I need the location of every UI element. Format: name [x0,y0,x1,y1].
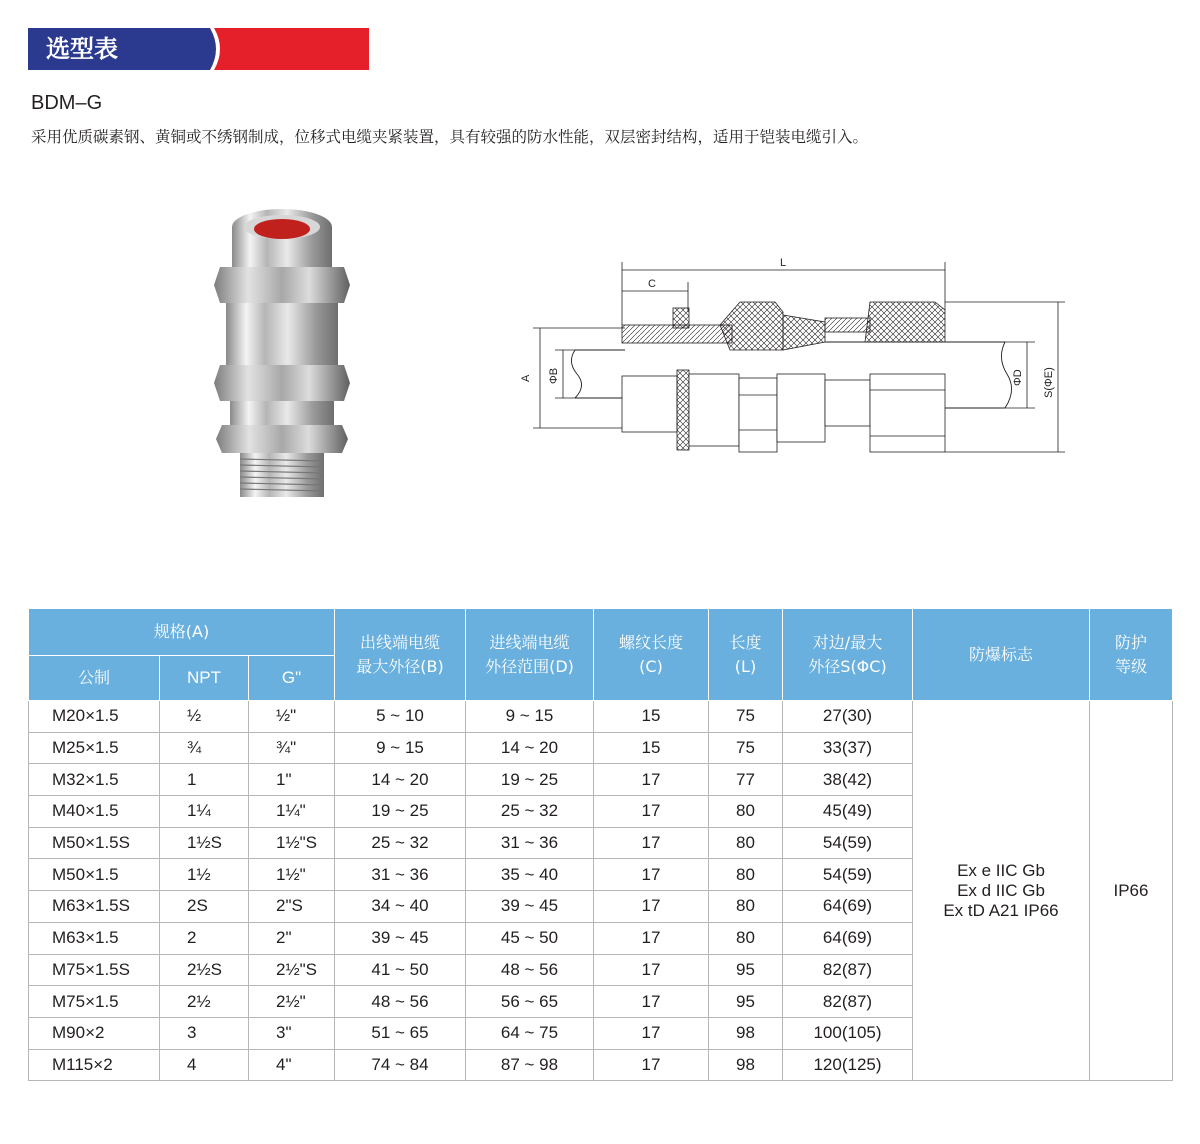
ex-marking-line: Ex d IIC Gb [957,880,1045,900]
cell-metric: M75×1.5S [29,954,160,986]
cell-npt: 1½S [160,827,249,859]
cell-npt: 1¼ [160,796,249,828]
cell-c: 17 [594,1017,709,1049]
cell-s: 82(87) [783,986,913,1018]
cell-c: 15 [594,732,709,764]
cell-c: 15 [594,701,709,733]
product-photo [210,205,355,505]
ex-marking-line: Ex tD A21 IP66 [943,900,1059,920]
section-banner [28,28,369,70]
cell-metric: M90×2 [29,1017,160,1049]
cell-s: 82(87) [783,954,913,986]
cell-c: 17 [594,986,709,1018]
dim-label-l: L [780,257,787,269]
header-ip-rating-line2: 等级 [1114,656,1147,676]
cell-d: 87 ~ 98 [466,1049,594,1081]
header-thread-length-line1: 螺纹长度 [618,632,683,652]
cell-npt: 2S [160,891,249,923]
cell-b: 31 ~ 36 [335,859,466,891]
technical-drawing [515,250,1075,465]
cell-d: 25 ~ 32 [466,796,594,828]
cell-c: 17 [594,891,709,923]
cell-npt: 3 [160,1017,249,1049]
dim-label-s: S(ΦE) [1043,367,1055,398]
cell-l: 80 [709,922,783,954]
cell-g: ¾" [249,732,335,764]
dim-label-d: ΦD [1012,369,1024,386]
cell-npt: 1½ [160,859,249,891]
cell-s: 33(37) [783,732,913,764]
cell-c: 17 [594,859,709,891]
cell-s: 54(59) [783,827,913,859]
cell-d: 64 ~ 75 [466,1017,594,1049]
cell-b: 19 ~ 25 [335,796,466,828]
header-ip-rating [1090,609,1173,701]
header-across-flats-line1: 对边/最大 [812,632,883,652]
header-inlet-cable [466,609,594,701]
cell-l: 80 [709,859,783,891]
cell-g: 2½" [249,986,335,1018]
cell-l: 98 [709,1017,783,1049]
cell-npt: ½ [160,701,249,733]
header-across-flats [783,609,913,701]
cell-b: 74 ~ 84 [335,1049,466,1081]
header-metric: 公制 [29,656,160,701]
cell-l: 75 [709,701,783,733]
cell-ip-rating: IP66 [1090,701,1173,1081]
header-thread-length-line2: (C) [639,656,663,676]
product-description: 采用优质碳素钢、黄铜或不绣钢制成，位移式电缆夹紧装置，具有较强的防水性能，双层密封结构，适用于铠装电缆引入。 [31,128,869,146]
cell-d: 39 ~ 45 [466,891,594,923]
header-outlet-cable-line1: 出线端电缆 [359,632,440,652]
cell-l: 80 [709,891,783,923]
cell-metric: M63×1.5S [29,891,160,923]
cell-metric: M115×2 [29,1049,160,1081]
cell-d: 45 ~ 50 [466,922,594,954]
cell-s: 45(49) [783,796,913,828]
cell-l: 95 [709,954,783,986]
header-ex-marking: 防爆标志 [913,609,1090,701]
cell-metric: M63×1.5 [29,922,160,954]
header-outlet-cable [335,609,466,701]
cell-d: 48 ~ 56 [466,954,594,986]
cell-c: 17 [594,954,709,986]
header-outlet-cable-line2: 最大外径(B) [356,656,444,676]
cell-g: 4" [249,1049,335,1081]
cell-s: 27(30) [783,701,913,733]
product-model: BDM–G [31,92,103,114]
cell-c: 17 [594,796,709,828]
header-npt: NPT [160,656,249,701]
cell-npt: 1 [160,764,249,796]
cell-s: 38(42) [783,764,913,796]
dim-label-b: ΦB [548,367,560,384]
cell-s: 120(125) [783,1049,913,1081]
header-inlet-cable-line1: 进线端电缆 [489,632,570,652]
cell-b: 9 ~ 15 [335,732,466,764]
cell-l: 98 [709,1049,783,1081]
header-spec-group: 规格(A) [29,609,335,656]
dim-label-a: A [520,374,532,382]
cell-d: 31 ~ 36 [466,827,594,859]
cell-g: 2"S [249,891,335,923]
cell-d: 19 ~ 25 [466,764,594,796]
cell-metric: M50×1.5 [29,859,160,891]
cell-npt: 2½S [160,954,249,986]
header-length-line2: (L) [734,656,757,676]
cell-b: 14 ~ 20 [335,764,466,796]
cell-c: 17 [594,1049,709,1081]
cell-l: 80 [709,796,783,828]
cell-s: 64(69) [783,891,913,923]
cell-l: 75 [709,732,783,764]
cell-metric: M25×1.5 [29,732,160,764]
cell-metric: M20×1.5 [29,701,160,733]
cell-b: 41 ~ 50 [335,954,466,986]
cell-l: 95 [709,986,783,1018]
cell-b: 51 ~ 65 [335,1017,466,1049]
cell-g: 1¼" [249,796,335,828]
header-length-line1: 长度 [729,632,762,652]
cell-c: 17 [594,827,709,859]
cell-s: 64(69) [783,922,913,954]
header-ip-rating-line1: 防护 [1114,632,1147,652]
cell-g: 2" [249,922,335,954]
cell-metric: M50×1.5S [29,827,160,859]
cell-b: 39 ~ 45 [335,922,466,954]
cell-metric: M40×1.5 [29,796,160,828]
cell-l: 80 [709,827,783,859]
table-row [29,701,1173,733]
header-across-flats-line2: 外径S(ΦC) [808,656,887,676]
cell-g: 3" [249,1017,335,1049]
cell-npt: 4 [160,1049,249,1081]
cell-c: 17 [594,922,709,954]
cell-npt: ¾ [160,732,249,764]
cell-d: 35 ~ 40 [466,859,594,891]
cell-g: 1" [249,764,335,796]
dim-label-c: C [648,278,656,290]
cell-g: 2½"S [249,954,335,986]
cell-c: 17 [594,764,709,796]
cell-g: ½" [249,701,335,733]
cell-npt: 2 [160,922,249,954]
cell-b: 5 ~ 10 [335,701,466,733]
cell-l: 77 [709,764,783,796]
cell-s: 54(59) [783,859,913,891]
cell-metric: M75×1.5 [29,986,160,1018]
cell-s: 100(105) [783,1017,913,1049]
ex-marking-line: Ex e IIC Gb [957,860,1045,880]
cell-metric: M32×1.5 [29,764,160,796]
cell-npt: 2½ [160,986,249,1018]
cell-d: 14 ~ 20 [466,732,594,764]
cell-b: 48 ~ 56 [335,986,466,1018]
spec-table [28,608,1173,1081]
spec-table-body [29,701,1173,1081]
cell-ex-marking [913,701,1090,1081]
cell-b: 34 ~ 40 [335,891,466,923]
header-length [709,609,783,701]
cell-g: 1½" [249,859,335,891]
cell-g: 1½"S [249,827,335,859]
section-title: 选型表 [46,35,118,63]
cell-d: 56 ~ 65 [466,986,594,1018]
header-g: G" [249,656,335,701]
cell-d: 9 ~ 15 [466,701,594,733]
cell-b: 25 ~ 32 [335,827,466,859]
header-thread-length [594,609,709,701]
header-inlet-cable-line2: 外径范围(D) [485,656,574,676]
